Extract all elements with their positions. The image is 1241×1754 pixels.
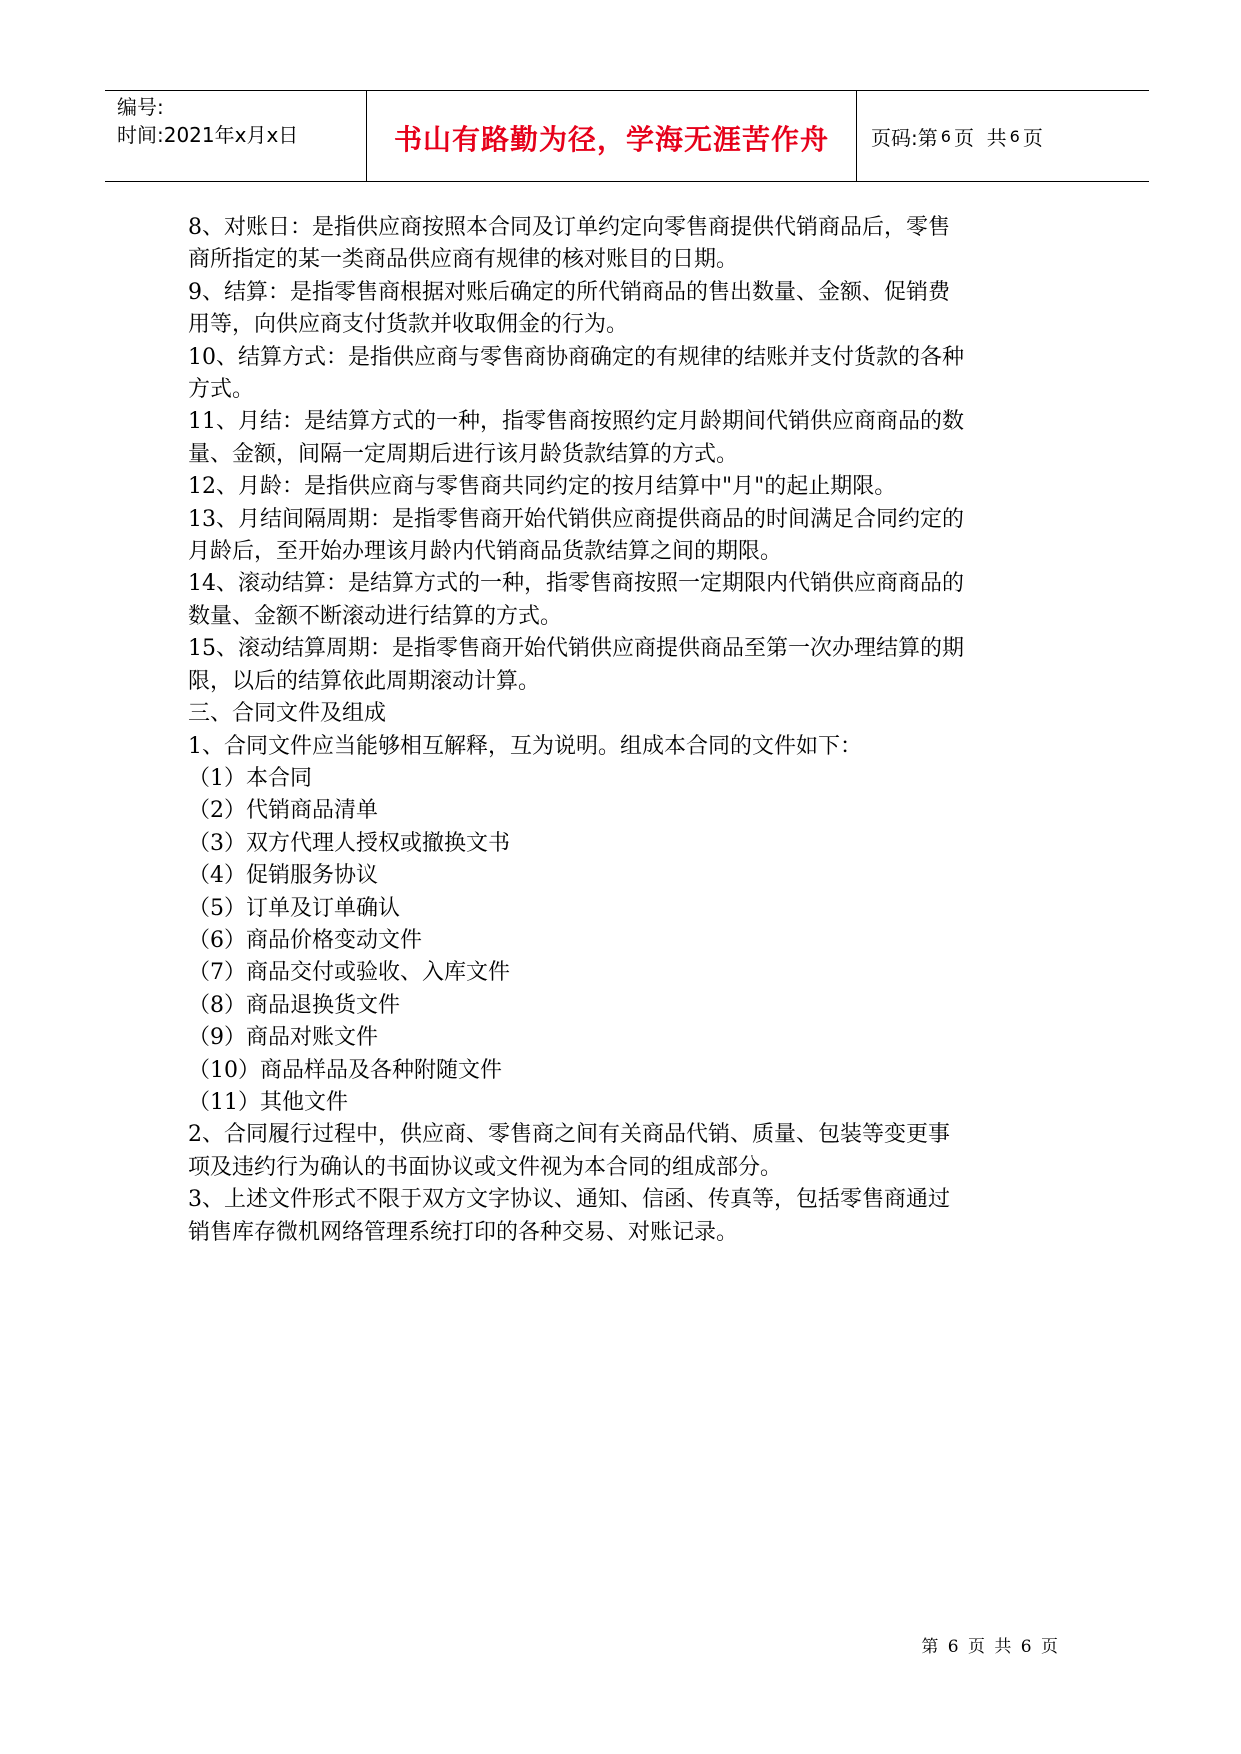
document-number-label: 编号: [117,95,164,119]
list-item: （8）商品退换货文件 [188,992,400,1018]
body-line: 销售库存微机网络管理系统打印的各种交易、对账记录。 [188,1219,739,1245]
page-total: 6 [1009,126,1020,146]
list-item: （2）代销商品清单 [188,798,378,824]
header-info-cell [105,91,367,181]
list-item: （11）其他文件 [188,1089,348,1115]
header-page-cell [857,91,1149,181]
header-motto-cell [367,91,857,181]
body-line: 2、合同履行过程中，供应商、零售商之间有关商品代销、质量、包装等变更事 [188,1122,950,1148]
page-header [105,90,1149,182]
section-heading: 三、合同文件及组成 [188,701,387,727]
list-item: （1）本合同 [188,765,312,791]
body-line: 用等，向供应商支付货款并收取佣金的行为。 [188,312,629,338]
header-motto: 书山有路勤为径，学海无涯苦作舟 [393,123,829,156]
body-line: 项及违约行为确认的书面协议或文件视为本合同的组成部分。 [188,1154,783,1180]
document-body [188,212,1058,1249]
body-line: 商所指定的某一类商品供应商有规律的核对账目的日期。 [188,247,739,273]
body-line: 9、结算：是指零售商根据对账后确定的所代销商品的售出数量、金额、促销费 [188,279,950,305]
body-line: 限，以后的结算依此周期滚动计算。 [188,668,541,694]
page-prefix: 页码:第 [871,125,938,150]
list-item: （3）双方代理人授权或撤换文书 [188,830,510,856]
list-item: （7）商品交付或验收、入库文件 [188,960,510,986]
document-time-label: 时间:2021年x月x日 [117,123,299,147]
body-line: 11、月结：是结算方式的一种，指零售商按照约定月龄期间代销供应商商品的数 [188,409,964,435]
body-line: 数量、金额不断滚动进行结算的方式。 [188,603,563,629]
page-suffix: 页 [1022,125,1043,150]
body-line: 月龄后，至开始办理该月龄内代销商品货款结算之间的期限。 [188,539,783,565]
body-line: 10、结算方式：是指供应商与零售商协商确定的有规律的结账并支付货款的各种 [188,344,964,370]
page-current: 6 [940,126,951,146]
list-item: （9）商品对账文件 [188,1025,378,1051]
body-line: 13、月结间隔周期：是指零售商开始代销供应商提供商品的时间满足合同约定的 [188,506,964,532]
body-line: 14、滚动结算：是结算方式的一种，指零售商按照一定期限内代销供应商商品的 [188,571,964,597]
list-item: （4）促销服务协议 [188,863,378,889]
body-line: 量、金额，间隔一定周期后进行该月龄货款结算的方式。 [188,441,739,467]
body-line: 15、滚动结算周期：是指零售商开始代销供应商提供商品至第一次办理结算的期 [188,636,964,662]
body-line: 3、上述文件形式不限于双方文字协议、通知、信函、传真等，包括零售商通过 [188,1187,950,1213]
body-line: 12、月龄：是指供应商与零售商共同约定的按月结算中"月"的起止期限。 [188,474,897,500]
page-footer: 第 6 页 共 6 页 [921,1637,1060,1657]
body-line: 1、合同文件应当能够相互解释，互为说明。组成本合同的文件如下： [188,733,862,759]
page-middle: 页 共 [953,125,1007,150]
list-item: （5）订单及订单确认 [188,895,400,921]
body-line: 8、对账日：是指供应商按照本合同及订单约定向零售商提供代销商品后，零售 [188,215,950,240]
list-item: （10）商品样品及各种附随文件 [188,1057,502,1083]
body-line: 方式。 [188,377,255,403]
list-item: （6）商品价格变动文件 [188,927,422,953]
